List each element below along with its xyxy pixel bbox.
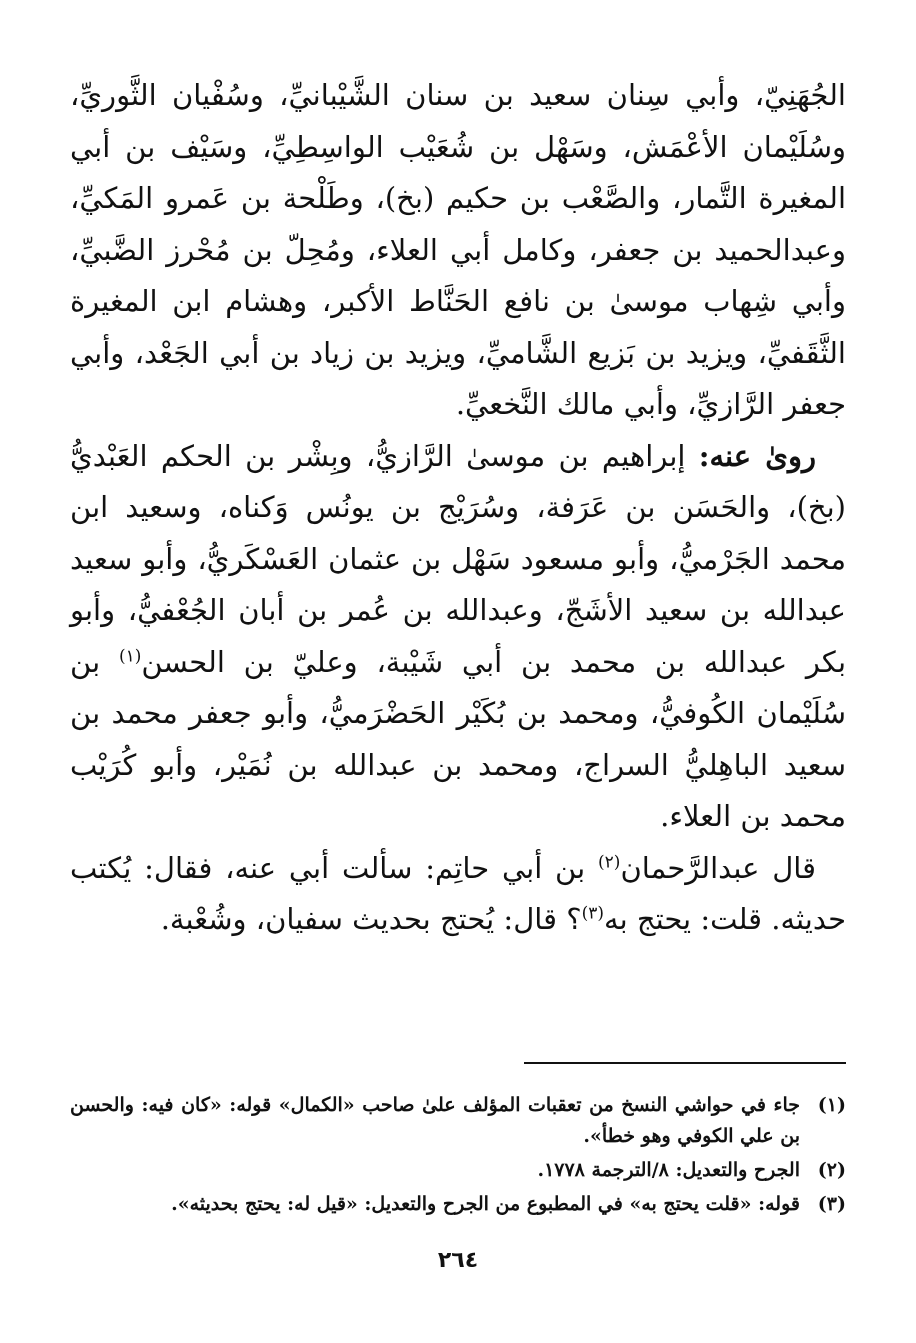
rawa-anhu-text-2: بن سُلَيْمان الكُوفيُّ، ومحمد بن بُكَيْر الحَضْرَميُّ، وأبو جعفر محمد بن سعيد الباهِليُّ السراج، ومحمد بن عبدالله بن نُمَيْر، وأبو كُرَيْب محمد بن العلاء. [70,644,846,833]
footnote-ref-2[interactable]: (٢) [598,851,621,872]
footnote-text: قوله: «قلت يحتج به» في المطبوع من الجرح والتعديل: «قيل له: يحتج بحديثه». [171,1193,800,1215]
footnote-ref-3[interactable]: (٣) [581,903,605,924]
footnote-divider [524,1062,846,1064]
qala-text-1: قال عبدالرَّحمان [620,850,817,885]
footnotes [70,1090,846,1223]
page-number: ٢٦٤ [437,1248,479,1273]
qala-paragraph [70,843,846,946]
footnote-2 [70,1155,846,1186]
footnote-number: (١) [817,1094,846,1116]
qala-text-2: بن أبي حاتِم: سألت أبي عنه، فقال: يُكتب حديثه. قلت: يحتج به [70,850,846,936]
qala-text-3: ؟ قال: يُحتج بحديث سفيان، وشُعْبة. [160,902,582,936]
narrators-text: الجُهَنِيّ، وأبي سِنان سعيد بن سنان الشَّيْبانيِّ، وسُفْيان الثَّوريِّ، وسُلَيْمان الأعْمَش، وسَهْل بن شُعَيْب الواسِطِيِّ، وسَيْف بن أبي المغيرة التَّمار، والصَّعْب بن حكيم (بخ)، وطَلْحة بن عَمرو المَكيِّ، وعبدالحميد بن جعفر، وكامل أبي العلاء، ومُحِلّ بن مُحْرز الضَّبيِّ، وأبي شِهاب موسىٰ بن نافع الحَنَّاط الأكبر، وهشام ابن المغيرة الثَّقَفيِّ، ويزيد بن بَزيع الشَّاميِّ، ويزيد بن زياد بن أبي الجَعْد، وأبي جعفر الرَّازيِّ، وأبي مالك النَّخعيِّ. [70,78,846,421]
rawa-anhu-label: روىٰ عنه: [698,438,816,473]
rawa-anhu-paragraph [70,431,846,843]
footnote-text: جاء في حواشي النسخ من تعقبات المؤلف علىٰ صاحب «الكمال» قوله: «كان فيه: والحسن بن علي الكوفي وهو خطأ». [70,1094,800,1147]
footnote-ref-1[interactable]: (١) [118,645,142,666]
main-text [70,70,846,946]
rawa-anhu-text-1: إبراهيم بن موسىٰ الرَّازيُّ، وبِشْر بن الحكم العَبْديُّ (بخ)، والحَسَن بن عَرَفة، وسُرَيْج بن يونُس وَكناه، وسعيد ابن محمد الجَرْميُّ، وأبو مسعود سَهْل بن عثمان العَسْكَريُّ، وأبو سعيد عبدالله بن سعيد الأشَجّ، وعبدالله بن عُمر بن أبان الجُعْفيُّ، وأبو بكر عبدالله بن محمد بن أبي شَيْبة، وعليّ بن الحسن [70,438,847,679]
narrators-paragraph [70,70,846,431]
footnote-1 [70,1090,846,1152]
footnote-3 [70,1189,846,1220]
footnote-text: الجرح والتعديل: ٨/الترجمة ١٧٧٨. [537,1159,800,1181]
footnote-number: (٢) [817,1159,846,1181]
footnote-number: (٣) [817,1193,846,1215]
